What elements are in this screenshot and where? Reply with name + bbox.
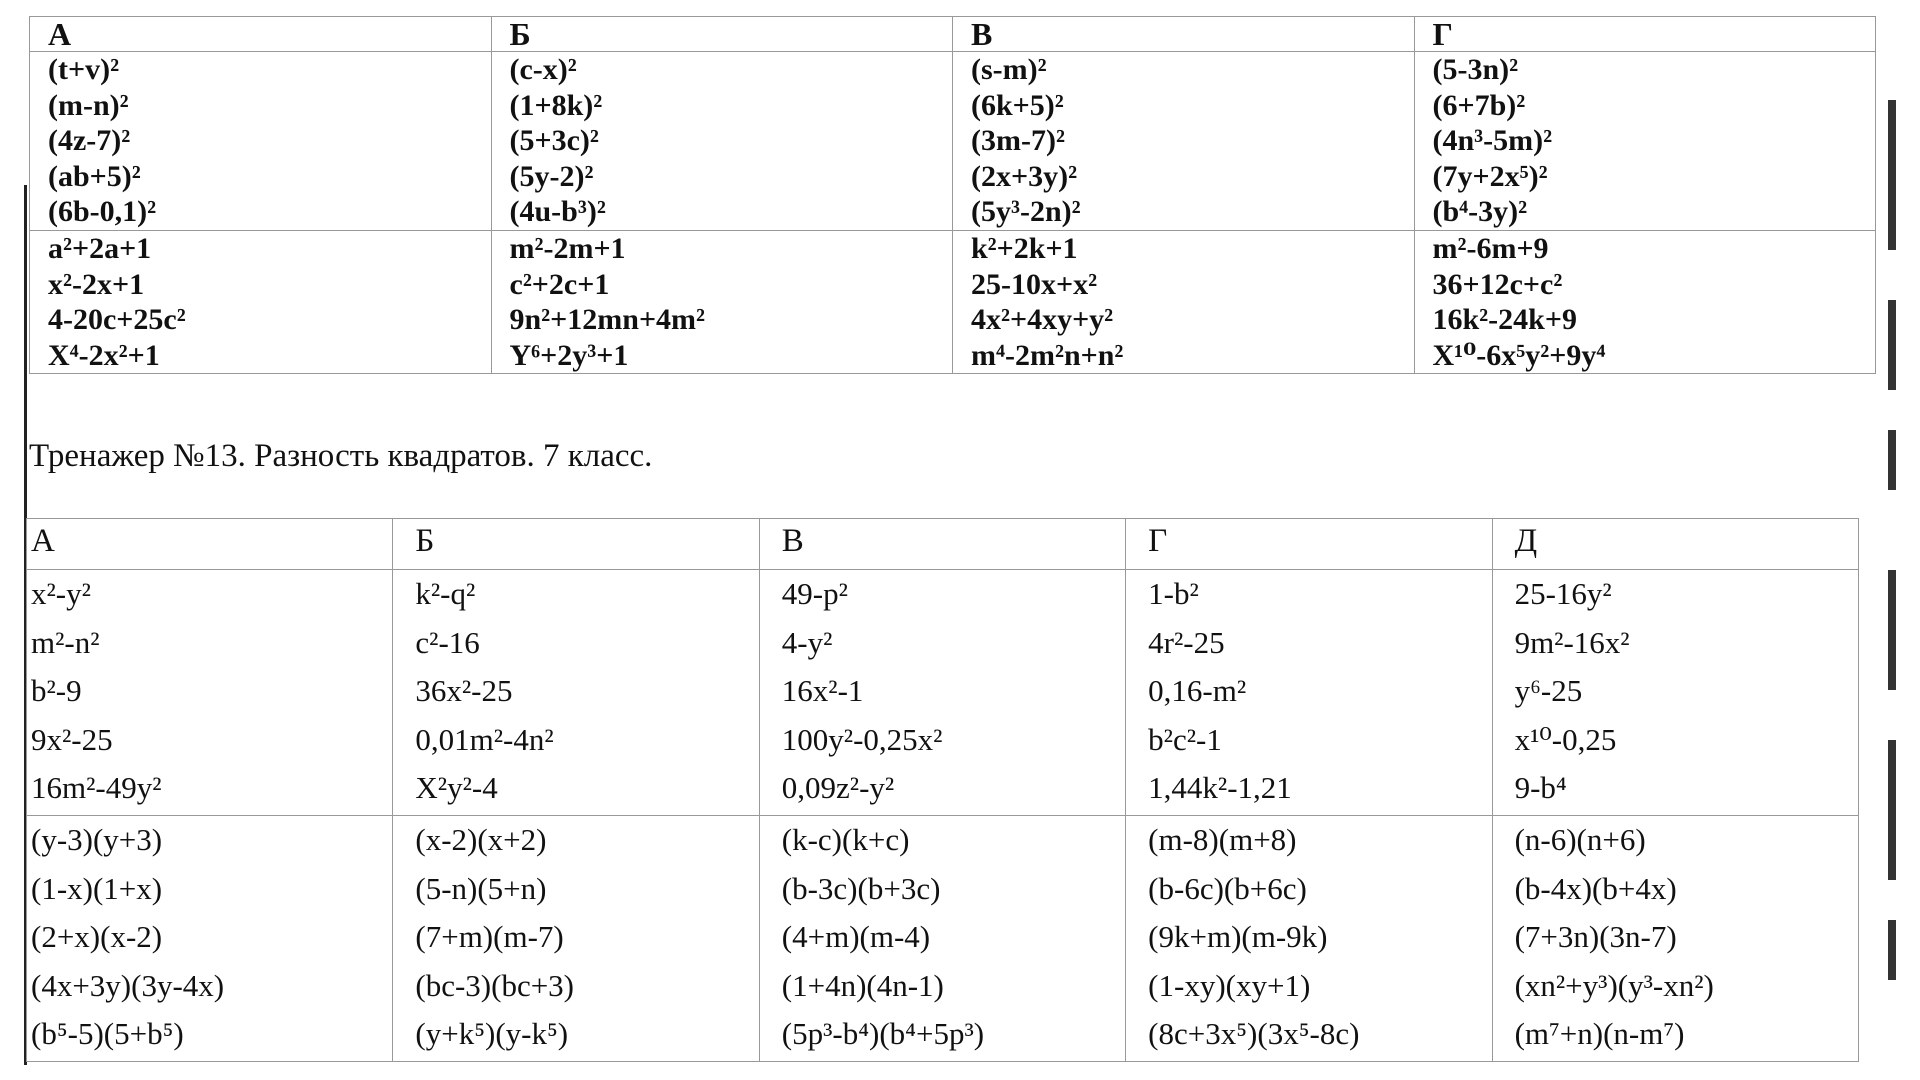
trinomials-row	[30, 231, 1876, 374]
expression: (b-6c)(b+6c)	[1148, 870, 1307, 906]
squares-cell	[30, 52, 492, 231]
expression: x²-y²	[31, 576, 91, 611]
expression: k²-q²	[415, 576, 476, 611]
products-cell	[1126, 816, 1492, 1062]
expression: (b-4x)(b+4x)	[1514, 870, 1677, 906]
expression: 0,16-m²	[1148, 673, 1247, 709]
expression: c²+2c+1	[509, 267, 610, 301]
expression: 25-10x+x²	[971, 267, 1098, 301]
expression: 16k²-24k+9	[1432, 303, 1577, 337]
column-header: Г	[1414, 17, 1876, 52]
expression: (x-2)(x+2)	[415, 822, 547, 857]
expression: (1-xy)(xy+1)	[1148, 967, 1311, 1003]
expression: x¹⁰-0,25	[1514, 721, 1617, 757]
differences-cell	[27, 570, 393, 816]
expression: m²-n²	[31, 624, 100, 660]
trinomials-cell	[953, 231, 1415, 374]
expression: (4n³-5m)²	[1432, 124, 1553, 158]
expression: (m-8)(m+8)	[1148, 822, 1297, 857]
differences-cell	[393, 570, 759, 816]
expression: Y⁶+2y³+1	[509, 338, 629, 372]
expression: (5-3n)²	[1432, 53, 1519, 86]
expression: (m-n)²	[48, 88, 129, 122]
expression: (t+v)²	[48, 53, 120, 86]
header-row	[27, 519, 1859, 570]
expression: c²-16	[415, 624, 480, 660]
products-cell	[393, 816, 759, 1062]
expression: 9-b⁴	[1514, 770, 1567, 806]
differences-row	[27, 570, 1859, 816]
expression: (6+7b)²	[1432, 88, 1526, 122]
expression: m²-6m+9	[1432, 232, 1549, 265]
column-header: Б	[393, 519, 759, 570]
expression: m⁴-2m²n+n²	[971, 338, 1124, 372]
expression: 1,44k²-1,21	[1148, 770, 1292, 806]
expression: (5y³-2n)²	[971, 195, 1081, 229]
squares-cell	[1414, 52, 1876, 231]
expression: b²-9	[31, 673, 82, 709]
expression: 49-p²	[781, 576, 848, 611]
expression: (s-m)²	[971, 53, 1047, 86]
expression: (bc-3)(bc+3)	[415, 967, 575, 1003]
expression: 9x²-25	[31, 721, 113, 757]
expression: X¹⁰-6x⁵y²+9y⁴	[1432, 338, 1606, 372]
expression: (7y+2x⁵)²	[1432, 159, 1548, 193]
expression: x²-2x+1	[48, 267, 145, 301]
expression: X⁴-2x²+1	[48, 338, 160, 372]
expression: 25-16y²	[1514, 576, 1612, 611]
expression: 4-y²	[781, 624, 833, 660]
expression: 4-20c+25c²	[48, 303, 186, 337]
squares-cell	[491, 52, 953, 231]
expression: (b⁵-5)(5+b⁵)	[31, 1016, 184, 1052]
expression: 9m²-16x²	[1514, 624, 1630, 660]
expression: (5-n)(5+n)	[415, 870, 547, 906]
expression: 9n²+12mn+4m²	[509, 303, 706, 337]
expression: (3m-7)²	[971, 124, 1065, 158]
column-header: Б	[491, 17, 953, 52]
expression: (y-3)(y+3)	[31, 822, 163, 857]
expression: (k-c)(k+c)	[781, 822, 910, 857]
section-title: Тренажер №13. Разность квадратов. 7 класс.	[29, 438, 653, 474]
products-cell	[27, 816, 393, 1062]
header-row	[30, 17, 1876, 52]
column-header: А	[30, 17, 492, 52]
column-header: В	[759, 519, 1125, 570]
expression: (1+4n)(4n-1)	[781, 967, 944, 1003]
expression: 16x²-1	[781, 673, 864, 709]
expression: (m⁷+n)(n-m⁷)	[1514, 1016, 1685, 1052]
expression: 1-b²	[1148, 576, 1199, 611]
expression: (2x+3y)²	[971, 159, 1078, 193]
expression: 16m²-49y²	[31, 770, 162, 806]
expression: (5+3c)²	[509, 124, 599, 158]
expression: 36+12c+c²	[1432, 267, 1563, 301]
difference-of-squares-table	[26, 518, 1859, 1062]
column-header: Г	[1126, 519, 1492, 570]
expression: (b-3c)(b+3c)	[781, 870, 941, 906]
expression: (9k+m)(m-9k)	[1148, 919, 1328, 955]
trinomials-cell	[491, 231, 953, 374]
expression: (4u-b³)²	[509, 195, 606, 229]
column-header: А	[27, 519, 393, 570]
expression: (2+x)(x-2)	[31, 919, 163, 955]
expression: (c-x)²	[509, 53, 577, 86]
expression: (6k+5)²	[971, 88, 1064, 122]
trinomials-cell	[1414, 231, 1876, 374]
expression: (5y-2)²	[509, 159, 594, 193]
expression: (4+m)(m-4)	[781, 919, 931, 955]
expression: (1-x)(1+x)	[31, 870, 163, 906]
differences-cell	[759, 570, 1125, 816]
expression: X²y²-4	[415, 770, 498, 806]
right-edge-marks	[1888, 100, 1898, 990]
expression: (7+3n)(3n-7)	[1514, 919, 1677, 955]
expression: 0,01m²-4n²	[415, 721, 554, 757]
expression: (8c+3x⁵)(3x⁵-8c)	[1148, 1016, 1360, 1052]
column-header: Д	[1492, 519, 1858, 570]
squares-row	[30, 52, 1876, 231]
expression: (y+k⁵)(y-k⁵)	[415, 1016, 569, 1052]
expression: (b⁴-3y)²	[1432, 195, 1528, 229]
products-row	[27, 816, 1859, 1062]
differences-cell	[1126, 570, 1492, 816]
expression: 100y²-0,25x²	[781, 721, 943, 757]
products-cell	[1492, 816, 1858, 1062]
expression: k²+2k+1	[971, 232, 1078, 265]
column-header: В	[953, 17, 1415, 52]
expression: 4x²+4xy+y²	[971, 303, 1114, 337]
expression: (n-6)(n+6)	[1514, 822, 1646, 857]
squares-table	[29, 16, 1876, 374]
expression: (4x+3y)(3y-4x)	[31, 967, 225, 1003]
squares-cell	[953, 52, 1415, 231]
trinomials-cell	[30, 231, 492, 374]
expression: 4r²-25	[1148, 624, 1225, 660]
expression: (6b-0,1)²	[48, 195, 157, 229]
expression: m²-2m+1	[509, 232, 626, 265]
expression: 0,09z²-y²	[781, 770, 895, 806]
expression: (4z-7)²	[48, 124, 131, 158]
expression: a²+2a+1	[48, 232, 152, 265]
expression: 36x²-25	[415, 673, 513, 709]
expression: (1+8k)²	[509, 88, 603, 122]
expression: y⁶-25	[1514, 673, 1583, 709]
expression: b²c²-1	[1148, 721, 1222, 757]
differences-cell	[1492, 570, 1858, 816]
expression: (5p³-b⁴)(b⁴+5p³)	[781, 1016, 985, 1052]
expression: (7+m)(m-7)	[415, 919, 564, 955]
expression: (xn²+y³)(y³-xn²)	[1514, 967, 1714, 1003]
products-cell	[759, 816, 1125, 1062]
expression: (ab+5)²	[48, 159, 141, 193]
